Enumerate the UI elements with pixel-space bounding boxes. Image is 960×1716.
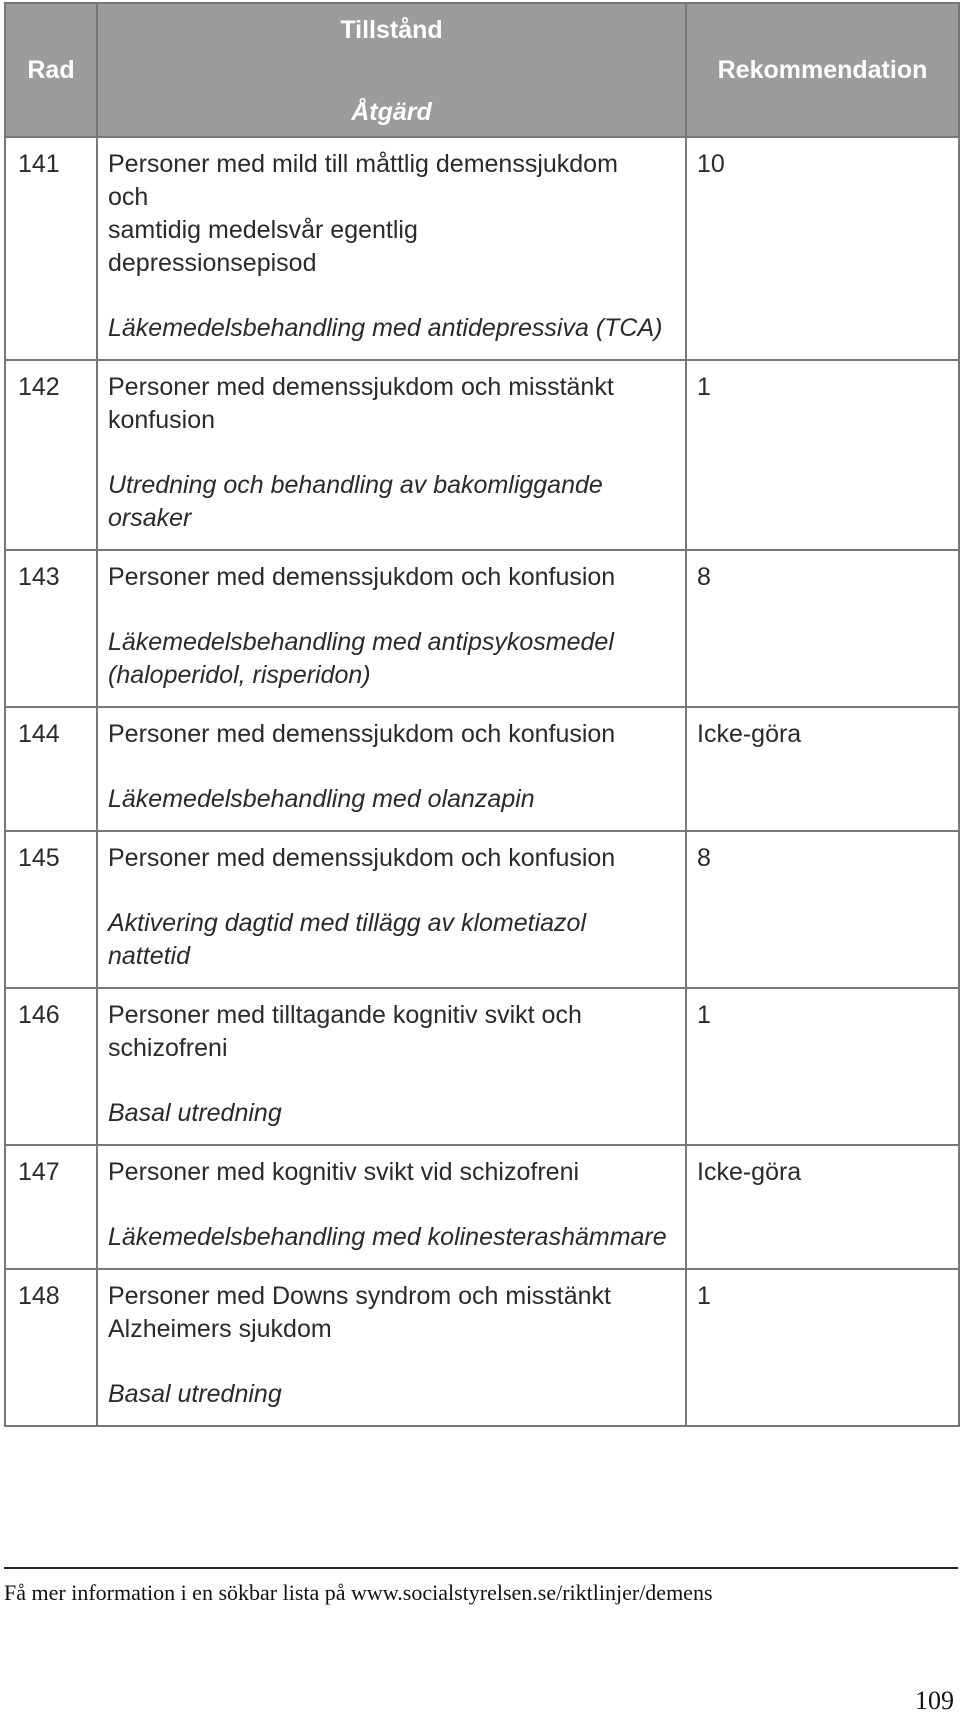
- condition-action-cell: [97, 137, 686, 360]
- header-atgard: Åtgärd: [351, 98, 432, 126]
- action-text: Läkemedelsbehandling med olanzapin: [108, 785, 535, 813]
- recommendations-table: [4, 2, 960, 1427]
- table-row: [5, 988, 959, 1145]
- table-header-row: [5, 3, 959, 137]
- condition-text: och: [108, 183, 149, 211]
- condition-action-cell: [97, 831, 686, 988]
- footer-divider: [4, 1567, 958, 1569]
- condition-action-cell: [97, 360, 686, 550]
- header-tillstand-atgard: [97, 3, 686, 137]
- row-number: 147: [5, 1145, 97, 1269]
- recommendation-value: 10: [686, 137, 959, 360]
- row-number: 143: [5, 550, 97, 707]
- action-text: Läkemedelsbehandling med kolinesterashämmare: [108, 1223, 667, 1251]
- action-text: Läkemedelsbehandling med antipsykosmedel (haloperidol, risperidon): [108, 628, 614, 689]
- recommendation-value: 8: [686, 831, 959, 988]
- table-row: [5, 360, 959, 550]
- table-row: [5, 137, 959, 360]
- condition-text: samtidig medelsvår egentlig: [108, 216, 418, 244]
- action-text: Utredning och behandling av bakomliggande orsaker: [108, 471, 603, 532]
- table-body: [5, 137, 959, 1426]
- row-number: 145: [5, 831, 97, 988]
- recommendation-value: 1: [686, 360, 959, 550]
- condition-text: Personer med kognitiv svikt vid schizofreni: [108, 1158, 580, 1186]
- row-number: 144: [5, 707, 97, 831]
- action-text: Aktivering dagtid med tillägg av klometiazol nattetid: [108, 909, 587, 970]
- condition-text: Personer med demenssjukdom och misstänkt konfusion: [108, 373, 614, 434]
- page-number: 109: [915, 1686, 954, 1715]
- row-number: 141: [5, 137, 97, 360]
- row-number: 146: [5, 988, 97, 1145]
- row-number: 148: [5, 1269, 97, 1426]
- action-text: Basal utredning: [108, 1380, 282, 1408]
- recommendation-value: 1: [686, 988, 959, 1145]
- condition-text: Personer med demenssjukdom och konfusion: [108, 563, 616, 591]
- condition-action-cell: [97, 988, 686, 1145]
- table-row: [5, 1269, 959, 1426]
- condition-action-cell: [97, 707, 686, 831]
- recommendation-value: 8: [686, 550, 959, 707]
- condition-text: Personer med demenssjukdom och konfusion: [108, 844, 616, 872]
- recommendation-value: Icke-göra: [686, 707, 959, 831]
- condition-text: Personer med mild till måttlig demenssjukdom: [108, 150, 618, 178]
- condition-action-cell: [97, 550, 686, 707]
- action-text: Läkemedelsbehandling med antidepressiva (TCA): [108, 314, 663, 342]
- table-row: [5, 1145, 959, 1269]
- recommendation-value: 1: [686, 1269, 959, 1426]
- recommendation-value: Icke-göra: [686, 1145, 959, 1269]
- header-rad: Rad: [5, 3, 97, 137]
- condition-text: Personer med tilltagande kognitiv svikt och schizofreni: [108, 1001, 582, 1062]
- action-text: Basal utredning: [108, 1099, 282, 1127]
- condition-text: Personer med Downs syndrom och misstänkt Alzheimers sjukdom: [108, 1282, 611, 1343]
- table-row: [5, 550, 959, 707]
- table-row: [5, 707, 959, 831]
- header-rekommendation: Rekommendation: [686, 3, 959, 137]
- condition-action-cell: [97, 1269, 686, 1426]
- header-tillstand: Tillstånd: [340, 16, 443, 44]
- condition-text: Personer med demenssjukdom och konfusion: [108, 720, 616, 748]
- footer-info-text: Få mer information i en sökbar lista på www.socialstyrelsen.se/riktlinjer/demens: [4, 1580, 713, 1605]
- condition-text: depressionsepisod: [108, 249, 317, 277]
- table-row: [5, 831, 959, 988]
- condition-action-cell: [97, 1145, 686, 1269]
- row-number: 142: [5, 360, 97, 550]
